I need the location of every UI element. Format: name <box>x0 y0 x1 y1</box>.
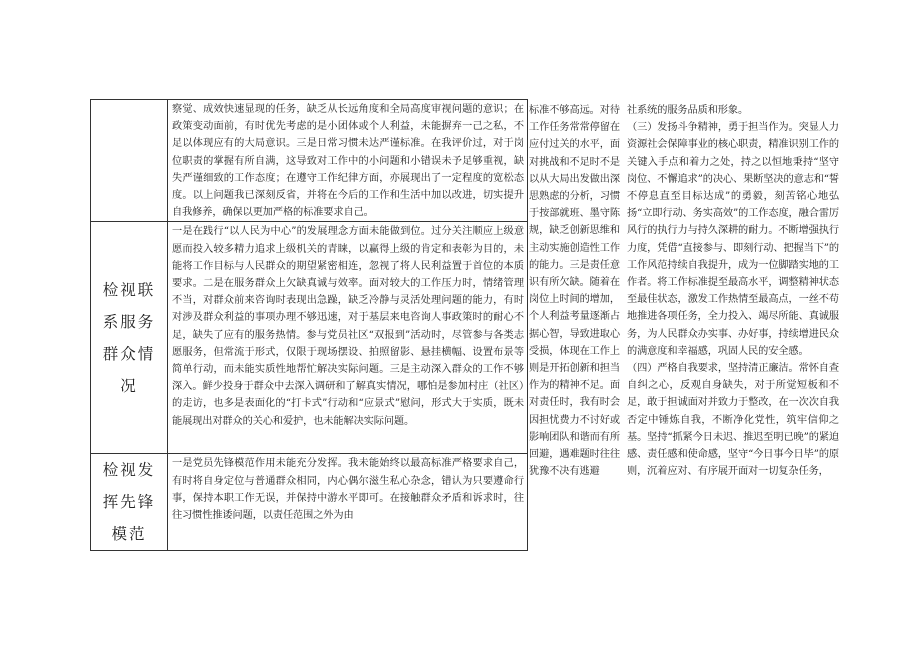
row-content: 一是在践行“以人民为中心”的发展理念方面未能做到位。过分关注顺应上级意愿而投入较多精力追求上级机关的青睐，以赢得上级的肯定和表彰为目的，未能将工作目标与人民群众的期望紧密相连，忽视了将人民利益置于首位的本质要求。二是在服务群众上欠缺真诚与效率。面对较大的工作压力时，情绪管理不当，对群众前来咨询时表现出急躁，缺乏冷静与灵活处理问题的能力，有时对涉及群众利益的事项办理不够迅速，对于基层来电咨询人事政策时的耐心不足，缺失了应有的服务热情。参与党员社区“双报到”活动时，尽管参与各类志愿服务，但常流于形式，仅限于现场摆设、拍照留影、悬挂横幅、设置布景等简单行动，而未能实质性地帮忙解决实际问题。三是主动深入群众的工作不够深入。鲜少投身于群众中去深入调研和了解真实情况，哪怕是参加村庄（社区）的走访，也多是表面化的“打卡式”行动和“应景式”慰问，形式大于实质，既未能展现出对群众的关心和爱护，也未能解决实际问题。 <box>168 222 528 454</box>
row-label-cell <box>91 100 168 222</box>
row-label: 检视联系服务群众情况 <box>102 280 156 395</box>
row-label-cell <box>91 222 168 454</box>
row-content: 一是党员先锋模范作用未能充分发挥。我未能始终以最高标准严格要求自己，有时将自身定位与普通群众相同，内心偶尔滋生私心杂念，错认为只要遵命行事，保持本职工作无误，并保持中游水平即可。在接触群众矛盾和诉求时，往往习惯性推诿问题，以责任范围之外为由 <box>168 454 528 551</box>
table-row <box>91 100 528 222</box>
paragraph: （四）严格自我要求，坚持清正廉洁。常怀自查自纠之心，反观自身缺失，对于所觉短板和不足，敢于担诚面对并致力于整改，在一次次自我否定中锤炼自我，不断净化党性，筑牢信仰之基。坚持“抓紧今日未迟、推迟至明已晚”的紧迫感、责任感和使命感，坚守“今日事今日毕”的原则，沉着应对、有序展开面对一切复杂任务， <box>627 363 839 478</box>
table-row <box>91 222 528 454</box>
review-table <box>90 99 528 551</box>
middle-text-column: 标准不够高远。对待工作任务常常停留在应付过关的水平，面对挑战和不足时不是以从大局出发做出深思熟虑的分析，习惯于按部就班、墨守陈规，缺乏创新思维和主动实施创造性工作的能力。三是责任意识有所欠缺。随着在岗位上时间的增加，个人利益考量逐渐占据心智，导致进取心受损，体现在工作上则是开拓创新和担当作为的精神不足。面对责任时，我有时会因担忧费力不讨好或影响团队和谐而有所回避，遇难题时往往犹豫不决有逃避 <box>529 105 620 478</box>
row-label: 检视发挥先锋模范 <box>102 461 156 544</box>
table-row <box>91 454 528 551</box>
paragraph: （三）发扬斗争精神，勇于担当作为。突显人力资源社会保障事业的核心职责，精准识别工作的关键入手点和着力之处，持之以恒地秉持“坚守岗位、不懈追求”的决心、果断坚决的意志和“誓不停息直至目标达成”的勇毅，刻苦铭心地弘扬“立即行动、务实高效”的工作态度，融合雷厉风行的执行力与持久深耕的耐力。不断增强执行力度，凭借“直接参与、即刻行动、把握当下”的工作风范持续自我提升，成为一位脚踏实地的工作者。将工作标准提至最高水平，调整精神状态至最佳状态，激发工作热情至最高点，一丝不苟地推进各项任务，全力投入、竭尽所能、真诚服务，为人民群众办实事、办好事，持续增进民众的满意度和幸福感，巩固人民的安全感。 <box>627 122 839 357</box>
paragraph: 社系统的服务品质和形象。 <box>627 105 749 116</box>
right-text-column <box>627 102 839 532</box>
row-content: 察觉、成效快速显现的任务，缺乏从长远角度和全局高度审视问题的意识；在政策变动面前，有时优先考虑的是小团体或个人利益，未能摒弃一己之私，不足以体现应有的大局意识。三是日常习惯未达严谨标准。在我评价过，对于岗位职责的掌握有所自满，这导致对工作中的小问题和小错误未予足够重视，缺失严谨细致的工作态度；在遵守工作纪律方面，亦展现出了一定程度的宽松态度。以上问题我已深刻反省，并将在今后的工作和生活中加以改进，切实提升自我修养，确保以更加严格的标准要求自己。 <box>168 100 528 222</box>
row-label-cell <box>91 454 168 551</box>
